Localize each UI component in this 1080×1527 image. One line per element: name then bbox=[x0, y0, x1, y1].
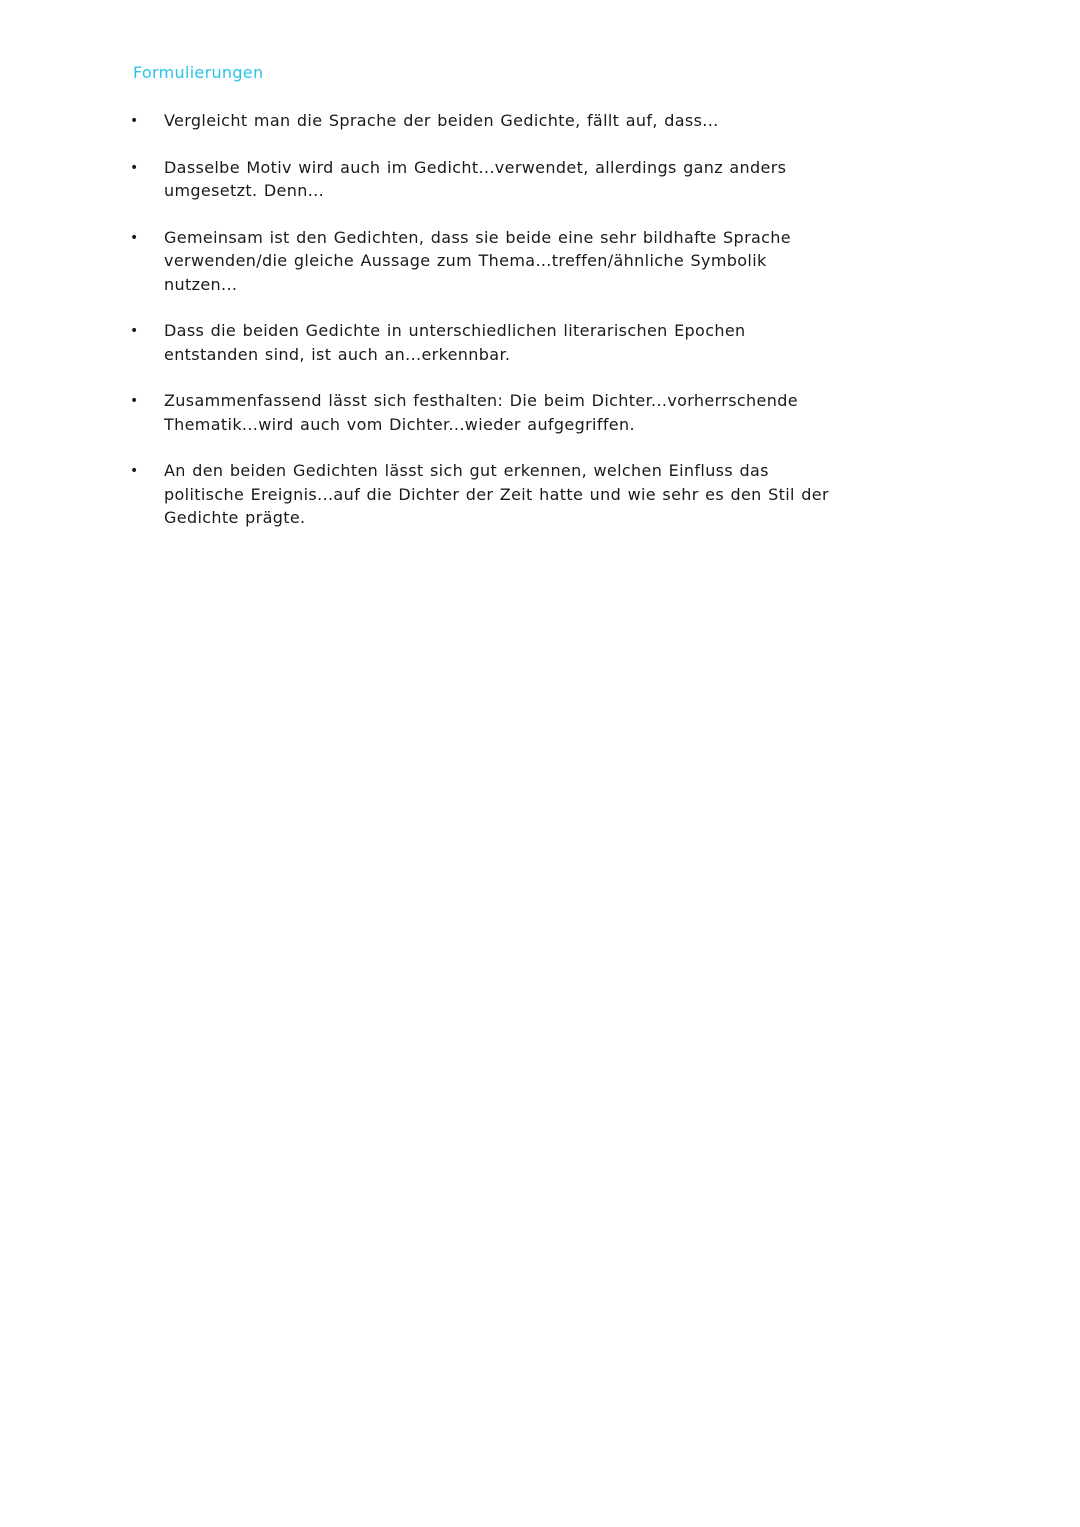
bullet-icon: • bbox=[130, 323, 139, 339]
bullet-icon: • bbox=[130, 393, 139, 409]
list-item-text: Gemeinsam ist den Gedichten, dass sie beide eine sehr bildhafte Sprache verwenden/die gleiche Aussage zum Thema...treffen/ähnliche Symbolik nutzen... bbox=[164, 227, 791, 294]
section-heading: Formulierungen bbox=[133, 63, 264, 82]
list-item-text: Vergleicht man die Sprache der beiden Gedichte, fällt auf, dass... bbox=[164, 111, 719, 130]
bullet-icon: • bbox=[130, 463, 139, 479]
list-item-text: Zusammenfassend lässt sich festhalten: Die beim Dichter...vorherrschende Thematik...wird auch vom Dichter...wieder aufgegriffen. bbox=[164, 391, 798, 434]
phrase-list bbox=[0, 109, 1080, 553]
list-item bbox=[0, 389, 836, 436]
list-item bbox=[0, 226, 836, 297]
list-item bbox=[0, 459, 836, 530]
bullet-icon: • bbox=[130, 229, 139, 246]
bullet-icon: • bbox=[130, 113, 139, 129]
list-item-text: Dass die beiden Gedichte in unterschiedlichen literarischen Epochen entstanden sind, ist auch an...erkennbar. bbox=[164, 321, 746, 364]
list-item bbox=[0, 109, 836, 133]
list-item-text: An den beiden Gedichten lässt sich gut erkennen, welchen Einfluss das politische Ereignis...auf die Dichter der Zeit hatte und wie sehr es den Stil der Gedichte prägte. bbox=[164, 461, 829, 527]
list-item bbox=[0, 156, 836, 203]
list-item bbox=[0, 319, 836, 366]
list-item-text: Dasselbe Motiv wird auch im Gedicht...verwendet, allerdings ganz anders umgesetzt. Denn... bbox=[164, 157, 787, 200]
bullet-icon: • bbox=[130, 159, 139, 176]
